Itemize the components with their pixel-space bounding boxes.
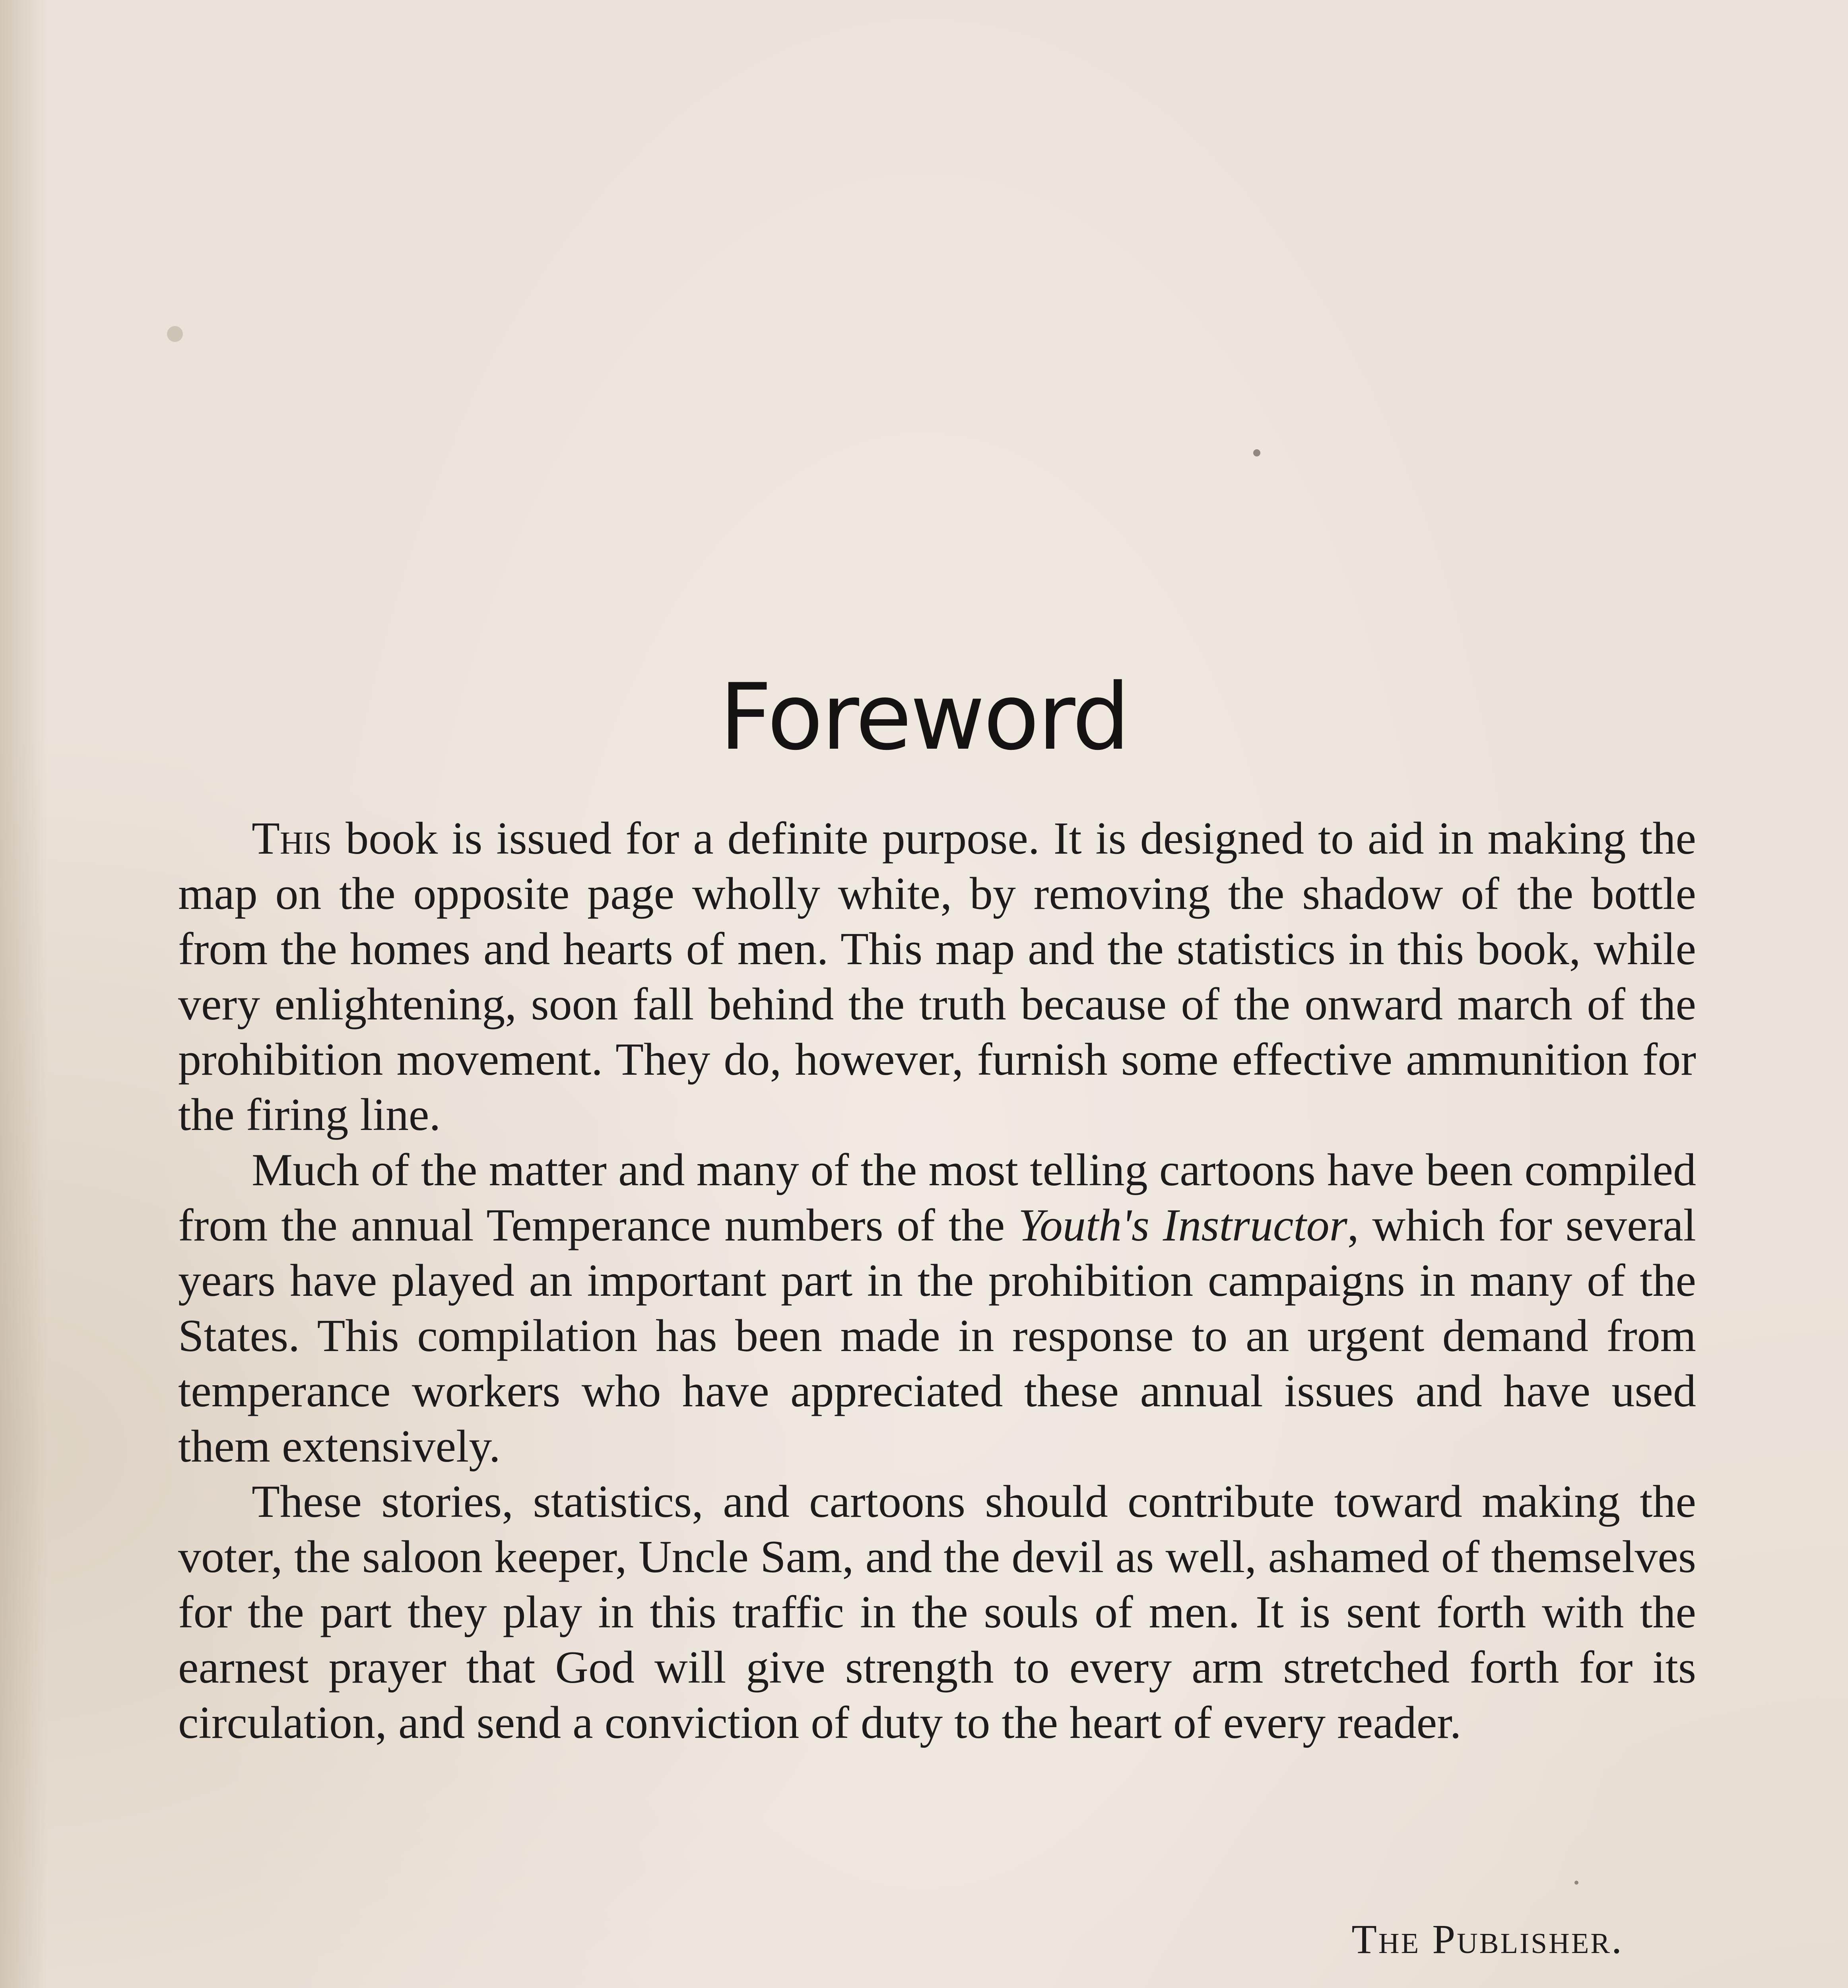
paper-speck	[1253, 449, 1260, 456]
paper-speck	[167, 326, 183, 342]
signature: The Publisher.	[1351, 1916, 1623, 1962]
paragraph-2	[178, 1143, 1696, 1474]
publication-title: Youth's Instructor	[1018, 1200, 1347, 1251]
gutter-shadow	[0, 0, 48, 1988]
page-title: Foreword	[719, 664, 1129, 771]
paragraph-text: , which for several years have played an important part in the prohibition campaigns in many of the States. This compilation has been made in response to an urgent demand from temperance workers who have appreciated these annual issues and have used them extensively.	[178, 1200, 1696, 1472]
paragraph-3	[178, 1474, 1696, 1751]
foreword-body	[178, 811, 1696, 1751]
paragraph-lead-word: This	[252, 813, 332, 864]
paragraph-text: book is issued for a definite purpose. It is designed to aid in making the map on the opposite page wholly white, by removing the shadow of the bottle from the homes and hearts of men. This map and the statistics in this book, while very enlightening, soon fall behind the truth because of the onward march of the prohibition movement. They do, however, furnish some effective ammunition for the firing line.	[178, 813, 1696, 1140]
paragraph-1	[178, 811, 1696, 1143]
paragraph-text: These stories, statistics, and cartoons should contribute toward making the voter, the saloon keeper, Uncle Sam, and the devil as well, ashamed of themselves for the part they play in this traffic in the souls of men. It is sent forth with the earnest prayer that God will give strength to every arm stretched forth for its circulation, and send a conviction of duty to the heart of every reader.	[178, 1476, 1696, 1748]
paragraph-text: Much of the matter and many of the most telling cartoons have been compiled from the annual Temperance numbers of the	[178, 1145, 1696, 1251]
paper-speck	[1574, 1881, 1578, 1885]
